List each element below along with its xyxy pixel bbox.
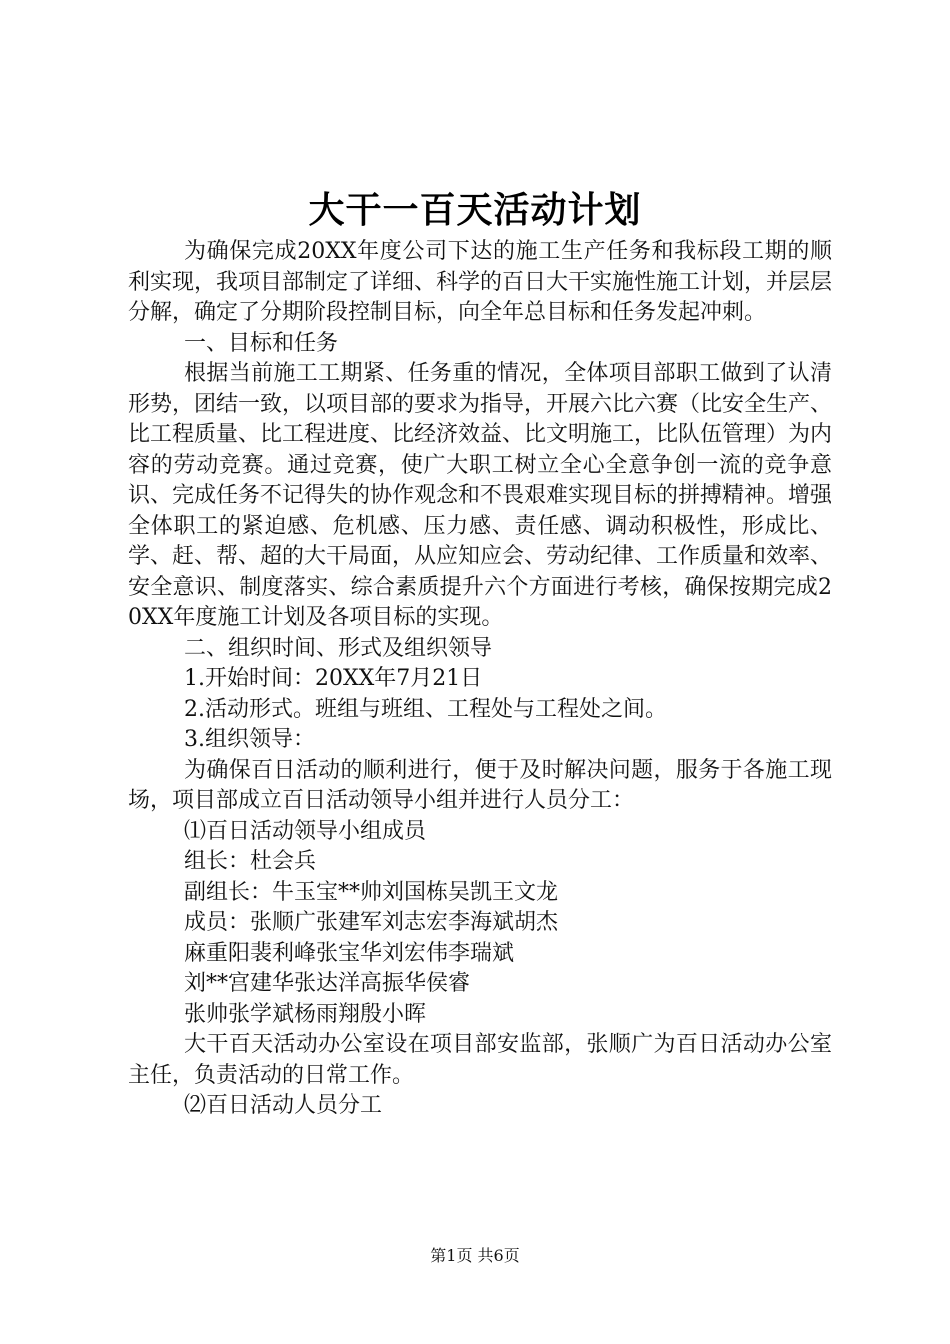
members-line-2: 麻重阳裴利峰张宝华刘宏伟李瑞斌 (184, 940, 515, 966)
staff-division-heading: ⑵百日活动人员分工 (184, 1093, 383, 1118)
intro-paragraph: 为确保完成20XX年度公司下达的施工生产任务和我标段工期的顺利实现，我项目部制定了详细、科学的百日大干实施性施工计划，并层层分解，确定了分期阶段控制目标，向全年总目标和任务发起冲刺。 (128, 239, 833, 325)
leadership-item: 3.组织领导： (184, 727, 315, 752)
group-leader-line: 组长：杜会兵 (184, 849, 317, 874)
deputy-leaders-line: 副组长：牛玉宝**帅刘国栋吴凯王文龙 (184, 879, 559, 905)
members-line-1: 成员：张顺广张建军刘志宏李海斌胡杰 (184, 910, 559, 935)
members-line-3: 刘**宫建华张达洋高振华侯睿 (184, 971, 471, 996)
activity-form-item: 2.活动形式。班组与班组、工程处与工程处之间。 (184, 696, 667, 722)
members-line-4: 张帅张学斌杨雨翔殷小晖 (184, 1001, 427, 1027)
section-heading-goals: 一、目标和任务 (184, 330, 339, 356)
start-time-item: 1.开始时间：20XX年7月21日 (184, 666, 483, 691)
office-paragraph: 大干百天活动办公室设在项目部安监部，张顺广为百日活动办公室主任，负责活动的日常工作。 (128, 1032, 832, 1088)
leader-group-heading: ⑴百日活动领导小组成员 (184, 818, 427, 844)
document-title: 大干一百天活动计划 (308, 189, 642, 231)
leadership-paragraph: 为确保百日活动的顺利进行，便于及时解决问题，服务于各施工现场，项目部成立百日活动领导小组并进行人员分工： (128, 757, 832, 813)
page-footer: 第1页 共6页 (430, 1246, 520, 1265)
document-body (128, 237, 832, 1122)
goals-paragraph: 根据当前施工工期紧、任务重的情况，全体项目部职工做到了认清形势，团结一致，以项目部的要求为指导，开展六比六赛（比安全生产、比工程质量、比工程进度、比经济效益、比文明施工，比队伍管理）为内容的劳动竞赛。通过竞赛，使广大职工树立全心全意争创一流的竞争意识、完成任务不记得失的协作观念和不畏艰难实现目标的拼搏精神。增强全体职工的紧迫感、危机感、压力感、责任感、调动积极性，形成比、学、赶、帮、超的大干局面，从应知应会、劳动纪律、工作质量和效率、安全意识、制度落实、综合素质提升六个方面进行考核，确保按期完成20XX年度施工计划及各项目标的实现。 (128, 361, 833, 630)
section-heading-organization: 二、组织时间、形式及组织领导 (184, 635, 493, 661)
